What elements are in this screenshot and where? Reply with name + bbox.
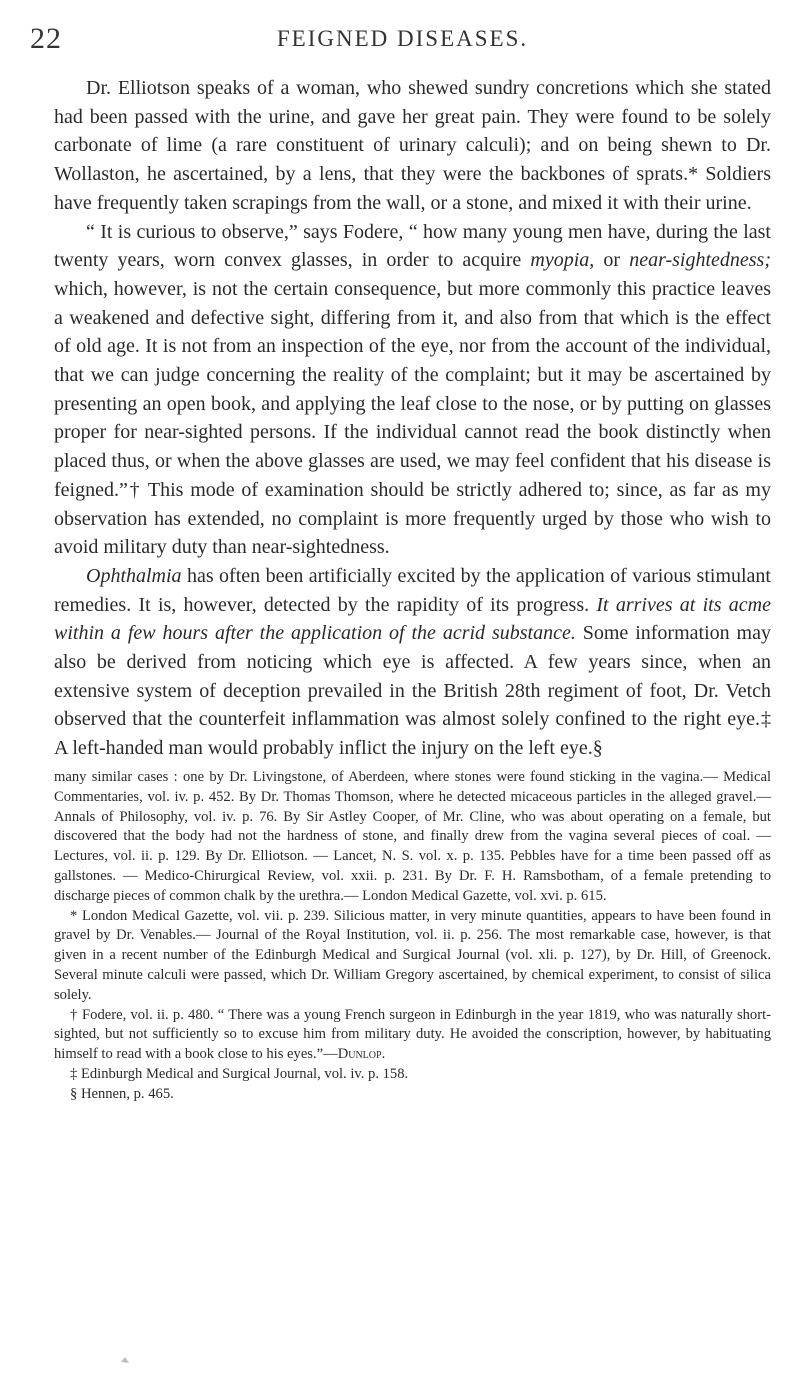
page-number: 22 (30, 22, 62, 55)
footnote-section: § Hennen, p. 465. (70, 1085, 174, 1102)
running-title: FEIGNED DISEASES. (276, 26, 529, 51)
footnotes (54, 768, 771, 1105)
term-ophthalmia: Ophthalmia (86, 564, 182, 587)
paragraph-fodere: “ It is curious to observe,” says Fodere, “ how many young men have, during the last twenty years, worn convex glasses, in order to acquire myopia, or near-sightedness; which, however, is not the certain consequence, but more commonly this practice leaves a weakened and defective sight, differing from it, and also from that which is the effect of old age. It is not from an inspection of the eye, nor from the account of the individual, that we can judge concerning the reality of the complaint; but it may be ascertained by presenting an open book, and applying the leaf close to the nose, or by putting on glasses proper for near-sighted persons. If the individual cannot read the book distinctly when placed thus, or when the above glasses are used, we may feel confident that his disease is feigned.”† This mode of examination should be strictly adhered to; since, as far as my observation has extended, no complaint is more frequently urged by those who wish to avoid military duty than near-sightedness. (54, 220, 771, 559)
term-myopia: myopia (530, 249, 590, 272)
footnote-author: Dunlop. (337, 1046, 386, 1063)
paragraph-ophthalmia: Ophthalmia has often been artificially excited by the application of various stimulant remedies. It is, however, detected by the rapidity of its progress. It arrives at its acme within a few hours after the application of the acrid substance. Some information may also be derived from noticing which eye is affected. A few years since, when an extensive system of deception prevailed in the British 28th regiment of foot, Dr. Vetch observed that the counterfeit inflammation was almost solely confined to the right eye.‡ A left-handed man would probably inflict the injury on the left eye.§ (54, 564, 771, 760)
footnote-continued: many similar cases : one by Dr. Livingstone, of Aberdeen, where stones were found sticking in the vagina.— Medical Commentaries, vol. iv. p. 452. By Dr. Thomas Thomson, where he detected micaceous particles in the alleged gravel.— Annals of Philosophy, vol. iv. p. 76. By Sir Astley Cooper, of Mr. Cline, who was about operating on a female, but discovered that the body had not the hardness of stone, and finally drew from the vagina several pieces of coal. — Lectures, vol. ii. p. 129. By Dr. Elliotson. — Lancet, N. S. vol. x. p. 135. Pebbles have for a time been passed off as gallstones. — Medico-Chirurgical Review, vol. xxii. p. 231. By Dr. F. H. Ramsbotham, of a female pretending to discharge pieces of common chalk by the urethra.— London Medical Gazette, vol. xvi. p. 615. (54, 769, 771, 904)
footnote-double-dagger: ‡ Edinburgh Medical and Surgical Journal, vol. iv. p. 158. (70, 1065, 409, 1082)
paragraph-elliotson: Dr. Elliotson speaks of a woman, who shewed sundry concretions which she stated had been passed with the urine, and gave her great pain. They were found to be solely carbonate of lime (a rare constituent of urinary calculi); and on being shewn to Dr. Wollaston, he ascertained, by a lens, that they were the backbones of sprats.* Soldiers have frequently taken scrapings from the wall, or a stone, and mixed it with their urine. (54, 77, 771, 214)
emphasis-acme: It arrives at its acme within a few hours after the application of the acrid substance. (54, 593, 771, 645)
footnote-dagger: † Fodere, vol. ii. p. 480. “ There was a young French surgeon in Edinburgh in the year 1819, who was naturally short-sighted, but not sufficiently so to excuse him from military duty. He avoided the conscription, however, by habituating himself to read with a book close to his eyes.”—Dunlop. (54, 1006, 771, 1063)
main-text (54, 74, 771, 763)
term-near-sightedness: near-sightedness; (629, 249, 771, 272)
footnote-star: * London Medical Gazette, vol. vii. p. 239. Silicious matter, in very minute quantities, appears to have been found in gravel by Dr. Venables.— Journal of the Royal Institution, vol. ii. p. 256. The most remarkable case, however, is that given in a recent number of the Edinburgh Medical and Surgical Journal (vol. xli. p. 127), by Dr. Hill, of Greenock. Several minute calculi were passed, which Dr. William Gregory ascertained, by chemical experiment, to consist of silica solely. (54, 907, 771, 1003)
page-header (30, 22, 775, 62)
ink-speck-icon (120, 1356, 130, 1364)
